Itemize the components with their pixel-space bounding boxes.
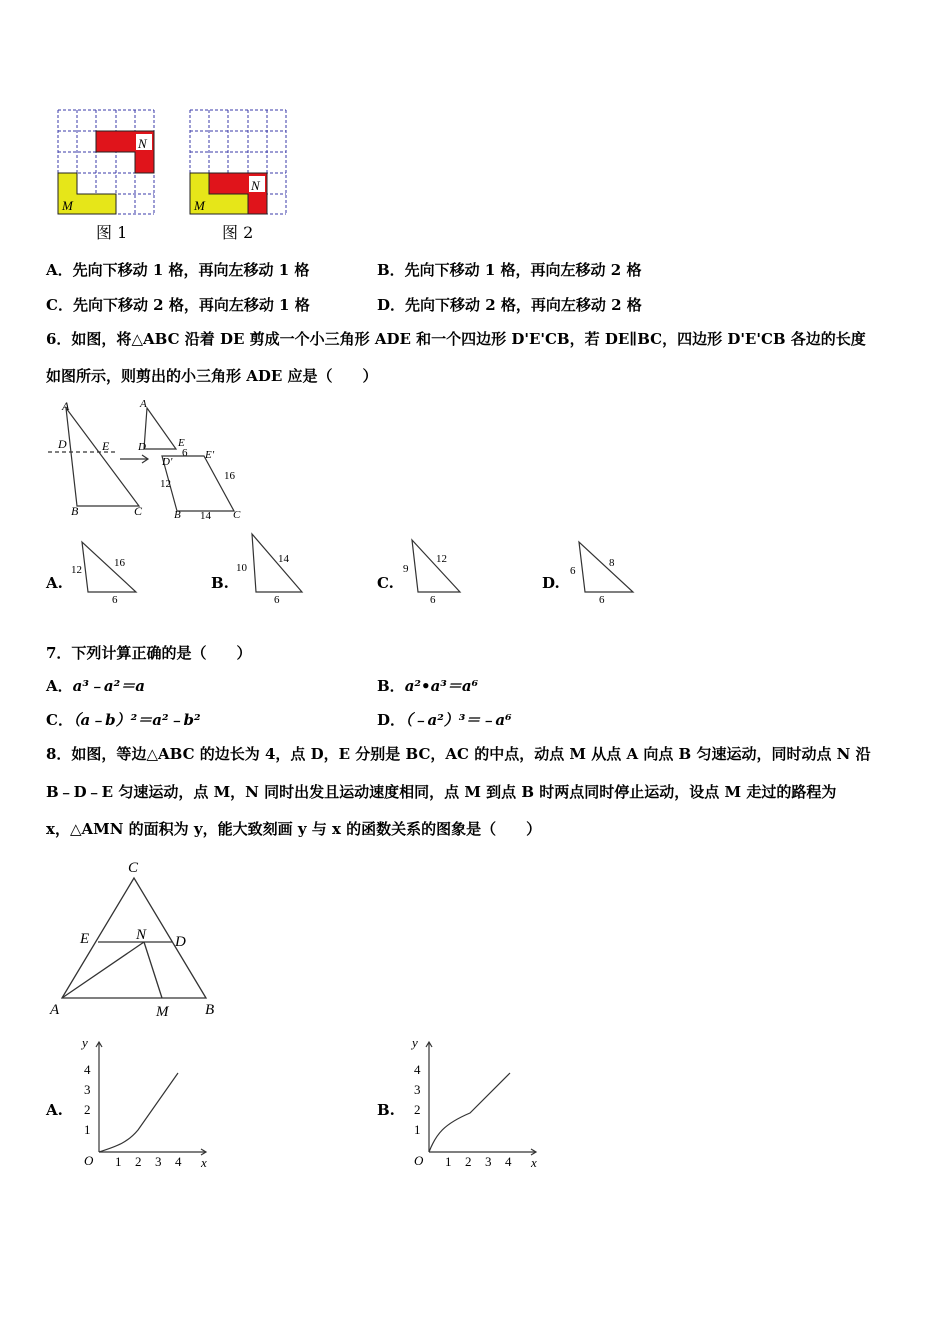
q7-stem: 7．下列计算正确的是（ ）: [46, 644, 252, 662]
q7-option-a[interactable]: A．a³﹣a²＝a: [46, 677, 145, 695]
svg-text:D: D: [138, 441, 146, 453]
q6-choice-b-triangle[interactable]: [234, 532, 306, 606]
fig1-caption: 图 1: [96, 223, 128, 242]
svg-text:8: 8: [609, 557, 615, 569]
q8-stem-line2: B﹣D﹣E 匀速运动，点 M，N 同时出发且运动速度相同，点 M 到点 B 时两点同时停止运动，设点 M 走过的路程为: [46, 783, 837, 801]
label-M: M: [62, 198, 73, 213]
svg-text:14: 14: [200, 510, 211, 522]
q6-figure: [44, 398, 254, 523]
svg-text:2: 2: [414, 1102, 421, 1117]
q7-option-d[interactable]: D．（﹣a²）³＝﹣a⁶: [377, 711, 512, 729]
q6-stem-line2: 如图所示，则剪出的小三角形 ADE 应是（ ）: [46, 367, 378, 385]
svg-text:2: 2: [84, 1102, 91, 1117]
svg-text:1: 1: [414, 1122, 421, 1137]
q6-choice-c-letter[interactable]: C.: [377, 574, 394, 592]
svg-text:9: 9: [403, 563, 409, 575]
q5-option-a[interactable]: A．先向下移动 1 格，再向左移动 1 格: [46, 261, 310, 279]
q8-triangle-figure: [44, 856, 224, 1022]
svg-text:3: 3: [84, 1082, 91, 1097]
svg-text:C: C: [134, 504, 143, 518]
svg-text:C: C: [233, 509, 241, 521]
svg-text:12: 12: [436, 553, 447, 565]
q5-option-c[interactable]: C．先向下移动 2 格，再向左移动 1 格: [46, 296, 310, 314]
svg-text:3: 3: [485, 1154, 492, 1169]
svg-text:3: 3: [155, 1154, 162, 1169]
q6-choice-d-triangle[interactable]: [567, 538, 639, 606]
svg-text:2: 2: [465, 1154, 472, 1169]
q8-stem-line3: x，△AMN 的面积为 y，能大致刻画 y 与 x 的函数关系的图象是（ ）: [46, 820, 542, 838]
svg-text:B: B: [71, 504, 79, 518]
svg-text:4: 4: [84, 1062, 91, 1077]
q5-figure-1: [58, 110, 158, 218]
svg-text:O: O: [84, 1153, 94, 1168]
svg-text:4: 4: [505, 1154, 512, 1169]
svg-text:10: 10: [236, 562, 247, 574]
q6-choice-c-triangle[interactable]: [400, 536, 466, 606]
svg-text:4: 4: [175, 1154, 182, 1169]
q6-choice-a-triangle[interactable]: [70, 538, 142, 606]
svg-text:E: E: [80, 931, 90, 947]
svg-text:12: 12: [71, 564, 82, 576]
fig2-caption: 图 2: [222, 223, 254, 242]
svg-text:12: 12: [160, 478, 171, 490]
svg-text:6: 6: [182, 447, 188, 459]
svg-text:x: x: [531, 1155, 537, 1170]
svg-text:4: 4: [414, 1062, 421, 1077]
svg-text:14: 14: [278, 553, 289, 565]
svg-text:1: 1: [115, 1154, 122, 1169]
svg-text:D: D: [175, 934, 186, 950]
svg-text:2: 2: [135, 1154, 142, 1169]
q8-option-a-letter[interactable]: A.: [46, 1101, 63, 1119]
q7-option-b[interactable]: B．a²•a³＝a⁶: [377, 677, 479, 695]
svg-text:D': D': [162, 456, 173, 468]
q8-stem-line1: 8．如图，等边△ABC 的边长为 4，点 D，E 分别是 BC，AC 的中点，动点 M 从点 A 向点 B 匀速运动，同时动点 N 沿: [46, 745, 871, 763]
q6-choice-a-letter[interactable]: A.: [46, 574, 63, 592]
svg-text:16: 16: [114, 557, 125, 569]
q8-graph-b[interactable]: [408, 1034, 544, 1172]
svg-text:E: E: [178, 437, 185, 449]
q5-figure-2: [190, 110, 290, 218]
q6-choice-d-letter[interactable]: D.: [542, 574, 560, 592]
svg-text:C: C: [128, 860, 139, 876]
q8-graph-a[interactable]: [78, 1034, 214, 1172]
q5-option-d[interactable]: D．先向下移动 2 格，再向左移动 2 格: [377, 296, 642, 314]
svg-text:x: x: [201, 1155, 207, 1170]
graph-a-curve: [99, 1073, 178, 1152]
q8-option-b-letter[interactable]: B.: [377, 1101, 395, 1119]
svg-text:y: y: [412, 1035, 418, 1050]
svg-text:E: E: [102, 439, 110, 453]
q6-stem-line1: 6．如图，将△ABC 沿着 DE 剪成一个小三角形 ADE 和一个四边形 D'E'CB，若 DE∥BC，四边形 D'E'CB 各边的长度: [46, 330, 866, 348]
svg-text:E': E': [205, 449, 215, 461]
svg-text:6: 6: [274, 594, 280, 606]
svg-text:3: 3: [414, 1082, 421, 1097]
svg-text:A: A: [50, 1002, 60, 1018]
label-M: M: [194, 198, 205, 213]
svg-text:N: N: [136, 927, 147, 943]
svg-text:6: 6: [570, 565, 576, 577]
svg-text:A: A: [140, 398, 147, 410]
svg-text:B: B: [174, 509, 181, 521]
svg-text:A: A: [62, 399, 70, 413]
svg-text:6: 6: [112, 594, 118, 606]
q5-option-b[interactable]: B．先向下移动 1 格，再向左移动 2 格: [377, 261, 642, 279]
svg-text:6: 6: [430, 594, 436, 606]
q7-option-c[interactable]: C．（a﹣b）²＝a²﹣b²: [46, 711, 201, 729]
svg-text:6: 6: [599, 594, 605, 606]
svg-text:O: O: [414, 1153, 424, 1168]
svg-text:1: 1: [84, 1122, 91, 1137]
svg-text:M: M: [156, 1004, 169, 1020]
graph-b-curve: [429, 1073, 510, 1152]
label-N: N: [251, 178, 260, 193]
svg-text:y: y: [82, 1035, 88, 1050]
svg-text:16: 16: [224, 470, 235, 482]
label-N: N: [138, 136, 147, 151]
svg-text:D: D: [58, 437, 67, 451]
q6-choice-b-letter[interactable]: B.: [211, 574, 229, 592]
svg-text:1: 1: [445, 1154, 452, 1169]
svg-text:B: B: [205, 1002, 215, 1018]
